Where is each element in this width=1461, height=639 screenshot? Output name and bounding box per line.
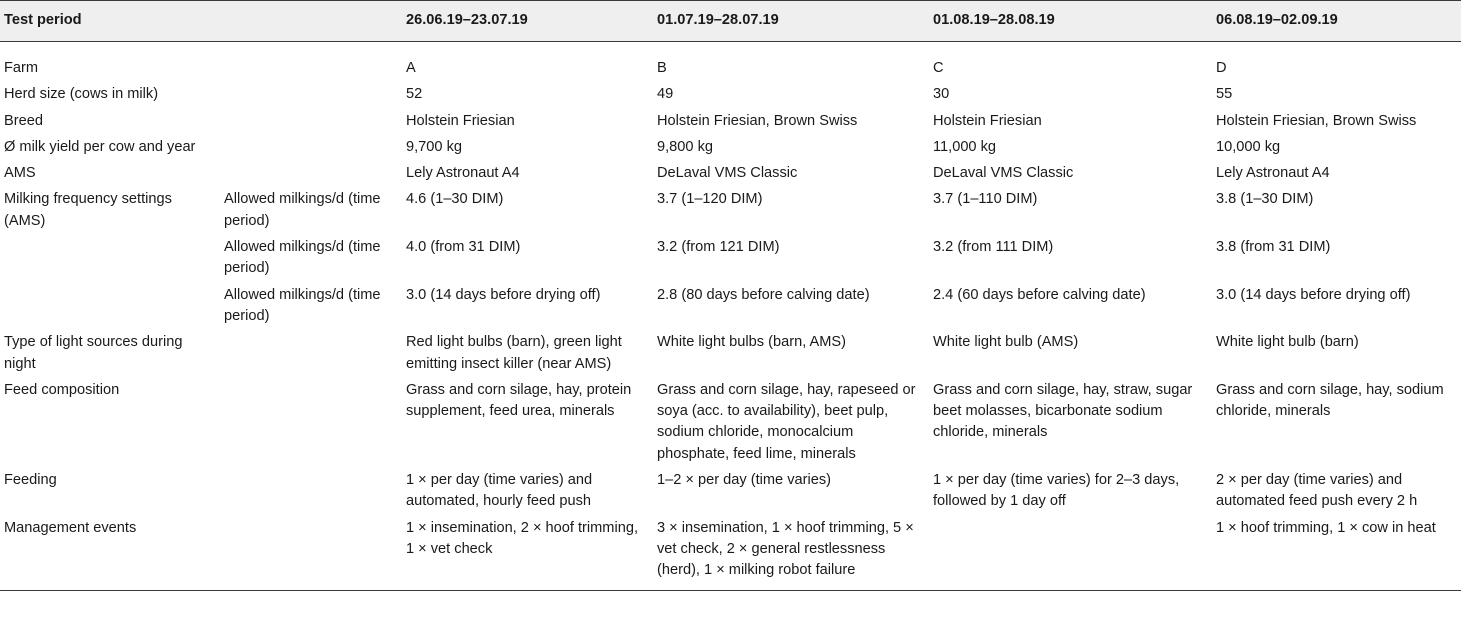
cell-farm-a: Red light bulbs (barn), green light emitting insect killer (near AMS) [406,334,622,372]
cell-farm-d: 55 [1216,86,1233,103]
cell-farm-d: 10,000 kg [1216,138,1281,155]
row-label [0,232,220,280]
cell-farm-c: DeLaval VMS Classic [933,165,1074,182]
header-sub [220,1,402,42]
table-header-row [0,1,1461,42]
row-sub-label [220,158,402,184]
cell-farm-b: Grass and corn silage, hay, rapeseed or soya (acc. to availability), beet pulp, sodium chloride, monocalcium phosphate, feed lime, minerals [657,381,916,462]
cell-farm-a: 4.0 (from 31 DIM) [406,239,521,256]
row-label: Breed [4,112,43,129]
cell-farm-d: 1 × hoof trimming, 1 × cow in heat [1212,513,1461,590]
row-sub-label [220,42,402,80]
table-row [0,327,1461,375]
cell-farm-b: B [657,60,667,76]
row-label: Feed composition [4,381,120,398]
cell-farm-c: Grass and corn silage, hay, straw, sugar beet molasses, bicarbonate sodium chloride, minerals [933,381,1193,441]
row-sub-label [220,375,402,465]
cell-farm-a: 1 × insemination, 2 × hoof trimming, 1 × vet check [402,513,653,590]
cell-farm-c: 3.7 (1–110 DIM) [933,191,1038,208]
table-row [0,465,1461,513]
cell-farm-c: C [933,60,944,76]
cell-farm-b: 3 × insemination, 1 × hoof trimming, 5 × vet check, 2 × general restlessness (herd), 1 × milking robot failure [653,513,929,590]
row-label: Herd size (cows in milk) [4,86,159,103]
cell-farm-d: Grass and corn silage, hay, sodium chloride, minerals [1216,381,1444,420]
row-sub-label [220,327,402,375]
cell-farm-d: 3.0 (14 days before drying off) [1216,286,1411,303]
table-row [0,232,1461,280]
cell-farm-a: Grass and corn silage, hay, protein supplement, feed urea, minerals [406,381,632,420]
row-label: Management events [0,513,220,590]
row-label: Feeding [4,472,57,489]
header-period-d: 06.08.19–02.09.19 [1212,1,1461,42]
cell-farm-b: 49 [657,86,674,103]
cell-farm-b: 2.8 (80 days before calving date) [657,286,870,303]
cell-farm-a: A [406,60,416,76]
cell-farm-c: 30 [933,86,950,103]
cell-farm-a: 52 [406,86,423,103]
row-sub-label: Allowed milkings/d (time period) [224,191,381,229]
header-test-period: Test period [0,1,220,42]
table-row [0,280,1461,328]
cell-farm-b: 3.2 (from 121 DIM) [657,239,780,256]
row-label [0,280,220,328]
table-row [0,184,1461,232]
row-label: Type of light sources during night [4,334,183,372]
cell-farm-b: 9,800 kg [657,138,713,155]
cell-farm-a: Holstein Friesian [406,112,515,129]
cell-farm-a: 1 × per day (time varies) and automated, hourly feed push [406,472,593,510]
table-row [0,158,1461,184]
header-period-a: 26.06.19–23.07.19 [402,1,653,42]
cell-farm-c: White light bulb (AMS) [933,334,1079,351]
cell-farm-b: White light bulbs (barn, AMS) [657,334,846,351]
row-sub-label: Allowed milkings/d (time period) [224,286,381,324]
cell-farm-b: 1–2 × per day (time varies) [657,472,831,489]
row-sub-label [220,132,402,158]
cell-farm-c: 11,000 kg [933,138,997,155]
cell-farm-d: 3.8 (from 31 DIM) [1216,239,1331,256]
row-sub-label [220,513,402,590]
cell-farm-c: 2.4 (60 days before calving date) [933,286,1146,303]
cell-farm-b: DeLaval VMS Classic [657,165,798,182]
table-row [0,106,1461,132]
header-period-c: 01.08.19–28.08.19 [929,1,1212,42]
row-label: AMS [4,165,36,182]
cell-farm-a: 4.6 (1–30 DIM) [406,191,504,208]
cell-farm-a: 9,700 kg [406,138,462,155]
row-label: Ø milk yield per cow and year [4,138,196,155]
cell-farm-a: Lely Astronaut A4 [406,165,520,182]
row-sub-label [220,79,402,105]
cell-farm-d: Lely Astronaut A4 [1216,165,1330,182]
table-row [0,42,1461,80]
table-row [0,132,1461,158]
cell-farm-c [929,513,1212,590]
header-period-b: 01.07.19–28.07.19 [653,1,929,42]
cell-farm-d: 3.8 (1–30 DIM) [1216,191,1314,208]
cell-farm-d: White light bulb (barn) [1216,334,1359,351]
table-row [0,79,1461,105]
cell-farm-c: Holstein Friesian [933,112,1042,129]
table-row [0,375,1461,465]
cell-farm-d: Holstein Friesian, Brown Swiss [1216,112,1417,129]
row-label: Milking frequency settings (AMS) [4,191,172,229]
cell-farm-b: 3.7 (1–120 DIM) [657,191,763,208]
row-sub-label [220,106,402,132]
table-row [0,513,1461,590]
row-label: Farm [4,60,39,76]
cell-farm-c: 1 × per day (time varies) for 2–3 days, followed by 1 day off [933,472,1180,510]
cell-farm-d: 2 × per day (time varies) and automated feed push every 2 h [1216,472,1418,510]
cell-farm-b: Holstein Friesian, Brown Swiss [657,112,858,129]
row-sub-label [220,465,402,513]
row-sub-label: Allowed milkings/d (time period) [224,239,381,277]
cell-farm-a: 3.0 (14 days before drying off) [406,286,601,303]
cell-farm-d: D [1216,60,1227,76]
cell-farm-c: 3.2 (from 111 DIM) [933,239,1054,256]
